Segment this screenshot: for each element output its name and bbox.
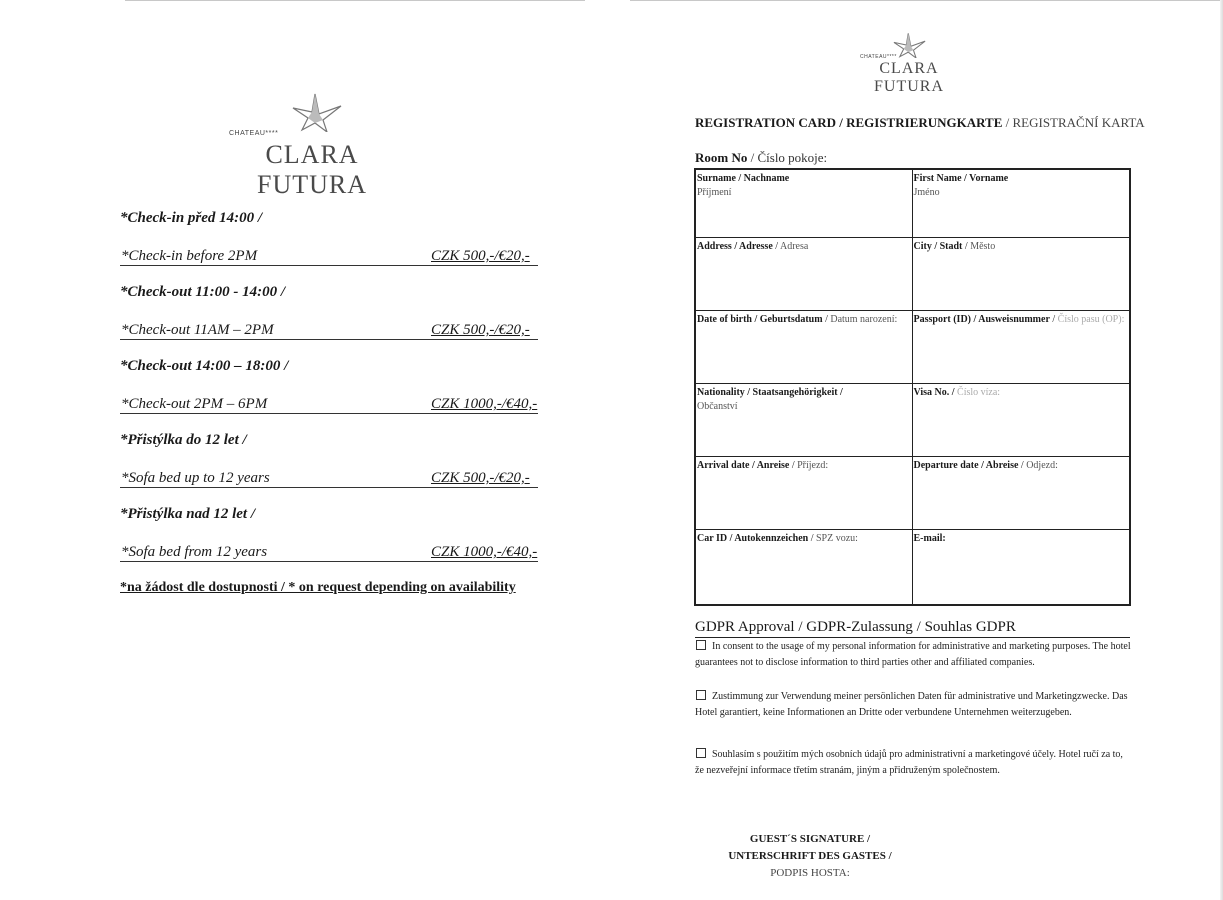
address-field[interactable]: Address / Adresse / Adresa [696, 238, 913, 310]
gdpr-consent-cz [695, 747, 1131, 779]
passport-label-cz: Číslo pasu (OP): [1057, 314, 1125, 325]
visa-field[interactable] [913, 384, 1130, 456]
arrival-date-label-cz: Příjezd: [797, 460, 829, 471]
gdpr-title: GDPR Approval / GDPR-Zulassung / Souhlas GDPR [695, 619, 1130, 638]
price-item-late-checkout-6pm [120, 358, 550, 414]
registration-card-page [600, 0, 1223, 900]
price-item-cz-label: *Check-in před 14:00 / [120, 210, 263, 226]
passport-field[interactable]: Passport (ID) / Ausweisnummer / Číslo pasu (OP): [913, 314, 1125, 325]
guest-signature-label [695, 831, 925, 882]
departure-date-field[interactable]: Departure date / Abreise / Odjezd: [913, 460, 1058, 471]
visa-label: Visa No. / [913, 387, 955, 398]
price-item-row [120, 542, 538, 562]
price-item-row [120, 468, 538, 488]
price-item-price: CZK 1000,-/€40,- [431, 544, 538, 560]
availability-note: *na žádost dle dostupnosti / * on request depending on availability [120, 580, 516, 595]
form-row-car-email [696, 530, 1129, 604]
logo-chateau-text: CHATEAU**** [229, 130, 279, 137]
gdpr-consent-en [695, 639, 1131, 671]
price-item-late-checkout-2pm [120, 284, 550, 340]
visa-label-cz: Číslo víza: [957, 387, 1001, 398]
car-id-label-cz: SPZ vozu: [816, 533, 858, 544]
room-label-cz: / Číslo pokoje: [747, 150, 828, 165]
price-item-en-label: *Check-in before 2PM [121, 248, 258, 264]
consent-cz-text: Souhlasím s použitím mých osobních údajů pro administrativní a marketingové účely. Hotel ručí za to, že nezveřejní informace třetím stranám, jiným a přidruženým společnostem. [695, 749, 1123, 776]
signature-label-en: GUEST´S SIGNATURE / [749, 833, 871, 845]
form-row-address [696, 238, 1129, 311]
surname-field[interactable] [696, 170, 913, 237]
date-of-birth-label: Date of birth / Geburtsdatum [697, 314, 823, 325]
price-item-en-label: *Sofa bed from 12 years [121, 544, 268, 560]
price-item-cz-label: *Check-out 11:00 - 14:00 / [120, 284, 285, 300]
price-item-early-checkin [120, 210, 550, 266]
signature-label-de: UNTERSCHRIFT DES GASTES / [728, 850, 892, 862]
departure-date-label-cz: Odjezd: [1026, 460, 1058, 471]
price-item-row [120, 394, 538, 414]
surname-label: Surname / Nachname [697, 173, 790, 184]
arrival-date-field[interactable]: Arrival date / Anreise / Příjezd: [696, 457, 913, 529]
registration-title-en-de: REGISTRATION CARD / REGISTRIERUNGKARTE [695, 115, 1003, 130]
price-item-cz-label: *Check-out 14:00 – 18:00 / [120, 358, 289, 374]
address-label-cz: Adresa [780, 241, 809, 252]
first-name-field[interactable] [913, 170, 1130, 237]
city-label-cz: Město [970, 241, 996, 252]
consent-cz-checkbox[interactable] [696, 748, 706, 758]
form-row-nationality-visa [696, 384, 1129, 457]
nationality-label: Nationality / Staatsangehörigkeit / [697, 387, 843, 398]
arrival-date-label: Arrival date / Anreise [697, 460, 790, 471]
surname-label-cz: Příjmení [697, 187, 732, 198]
signature-label-cz: PODPIS HOSTA: [770, 867, 850, 879]
price-item-price: CZK 1000,-/€40,- [431, 396, 538, 412]
registration-title-cz: / REGISTRAČNÍ KARTA [1002, 115, 1145, 130]
price-item-price: CZK 500,-/€20,- [431, 248, 530, 264]
email-label: E-mail: [913, 533, 946, 544]
room-label-en: Room No [695, 150, 748, 165]
date-of-birth-label-cz: Datum narození: [830, 314, 898, 325]
consent-en-text: In consent to the usage of my personal information for administrative and marketing purposes. The hotel guarantees not to disclose information to third parties other and affiliated companies. [695, 641, 1131, 668]
logo-brand-text: CLARA FUTURA [873, 60, 944, 95]
city-label: City / Stadt [913, 241, 963, 252]
first-name-label: First Name / Vorname [913, 173, 1009, 184]
nationality-label-cz: Občanství [697, 401, 738, 412]
nationality-field[interactable] [696, 384, 913, 456]
address-label: Address / Adresse [697, 241, 773, 252]
price-item-cz-label: *Přistýlka nad 12 let / [120, 506, 255, 522]
price-item-row [120, 246, 538, 266]
price-item-en-label: *Check-out 2PM – 6PM [121, 396, 268, 412]
price-item-cz-label: *Přistýlka do 12 let / [120, 432, 247, 448]
price-item-sofa-bed-under-12 [120, 432, 550, 488]
date-of-birth-field[interactable]: Date of birth / Geburtsdatum / Datum narození: [696, 311, 913, 383]
passport-label: Passport (ID) / Ausweisnummer [913, 314, 1050, 325]
first-name-label-cz: Jméno [913, 187, 940, 198]
price-list-page [0, 0, 600, 900]
price-item-en-label: *Check-out 11AM – 2PM [121, 322, 274, 338]
price-item-sofa-bed-over-12 [120, 506, 550, 562]
registration-form [694, 168, 1131, 606]
hotel-logo-small [840, 32, 970, 95]
departure-date-label: Departure date / Abreise [913, 460, 1019, 471]
consent-en-checkbox[interactable] [696, 640, 706, 650]
consent-de-text: Zustimmung zur Verwendung meiner persönlichen Daten für administrative und Marketingzwecke. Das Hotel garantiert, keine Informationen an Dritte oder verbundene Unternehmen weiterzugeben. [695, 691, 1128, 718]
logo-brand-text: CLARA FUTURA [256, 140, 367, 199]
gdpr-consent-de [695, 689, 1131, 721]
price-item-row [120, 320, 538, 340]
logo-chateau-text: CHATEAU**** [860, 54, 897, 60]
car-id-label: Car ID / Autokennzeichen [697, 533, 809, 544]
room-number-label [695, 150, 827, 166]
form-row-arrival-departure [696, 457, 1129, 530]
star-logo-icon [275, 92, 345, 132]
price-list [120, 210, 550, 596]
consent-de-checkbox[interactable] [696, 690, 706, 700]
car-id-field[interactable]: Car ID / Autokennzeichen / SPZ vozu: [696, 530, 913, 604]
price-item-en-label: *Sofa bed up to 12 years [121, 470, 270, 486]
email-field[interactable] [913, 530, 1130, 604]
price-item-price: CZK 500,-/€20,- [431, 322, 530, 338]
form-row-name [696, 170, 1129, 238]
hotel-logo [205, 92, 415, 199]
form-row-birth-passport [696, 311, 1129, 384]
price-item-price: CZK 500,-/€20,- [431, 470, 530, 486]
city-field[interactable]: City / Stadt / Město [913, 241, 996, 252]
registration-title [695, 115, 1145, 131]
